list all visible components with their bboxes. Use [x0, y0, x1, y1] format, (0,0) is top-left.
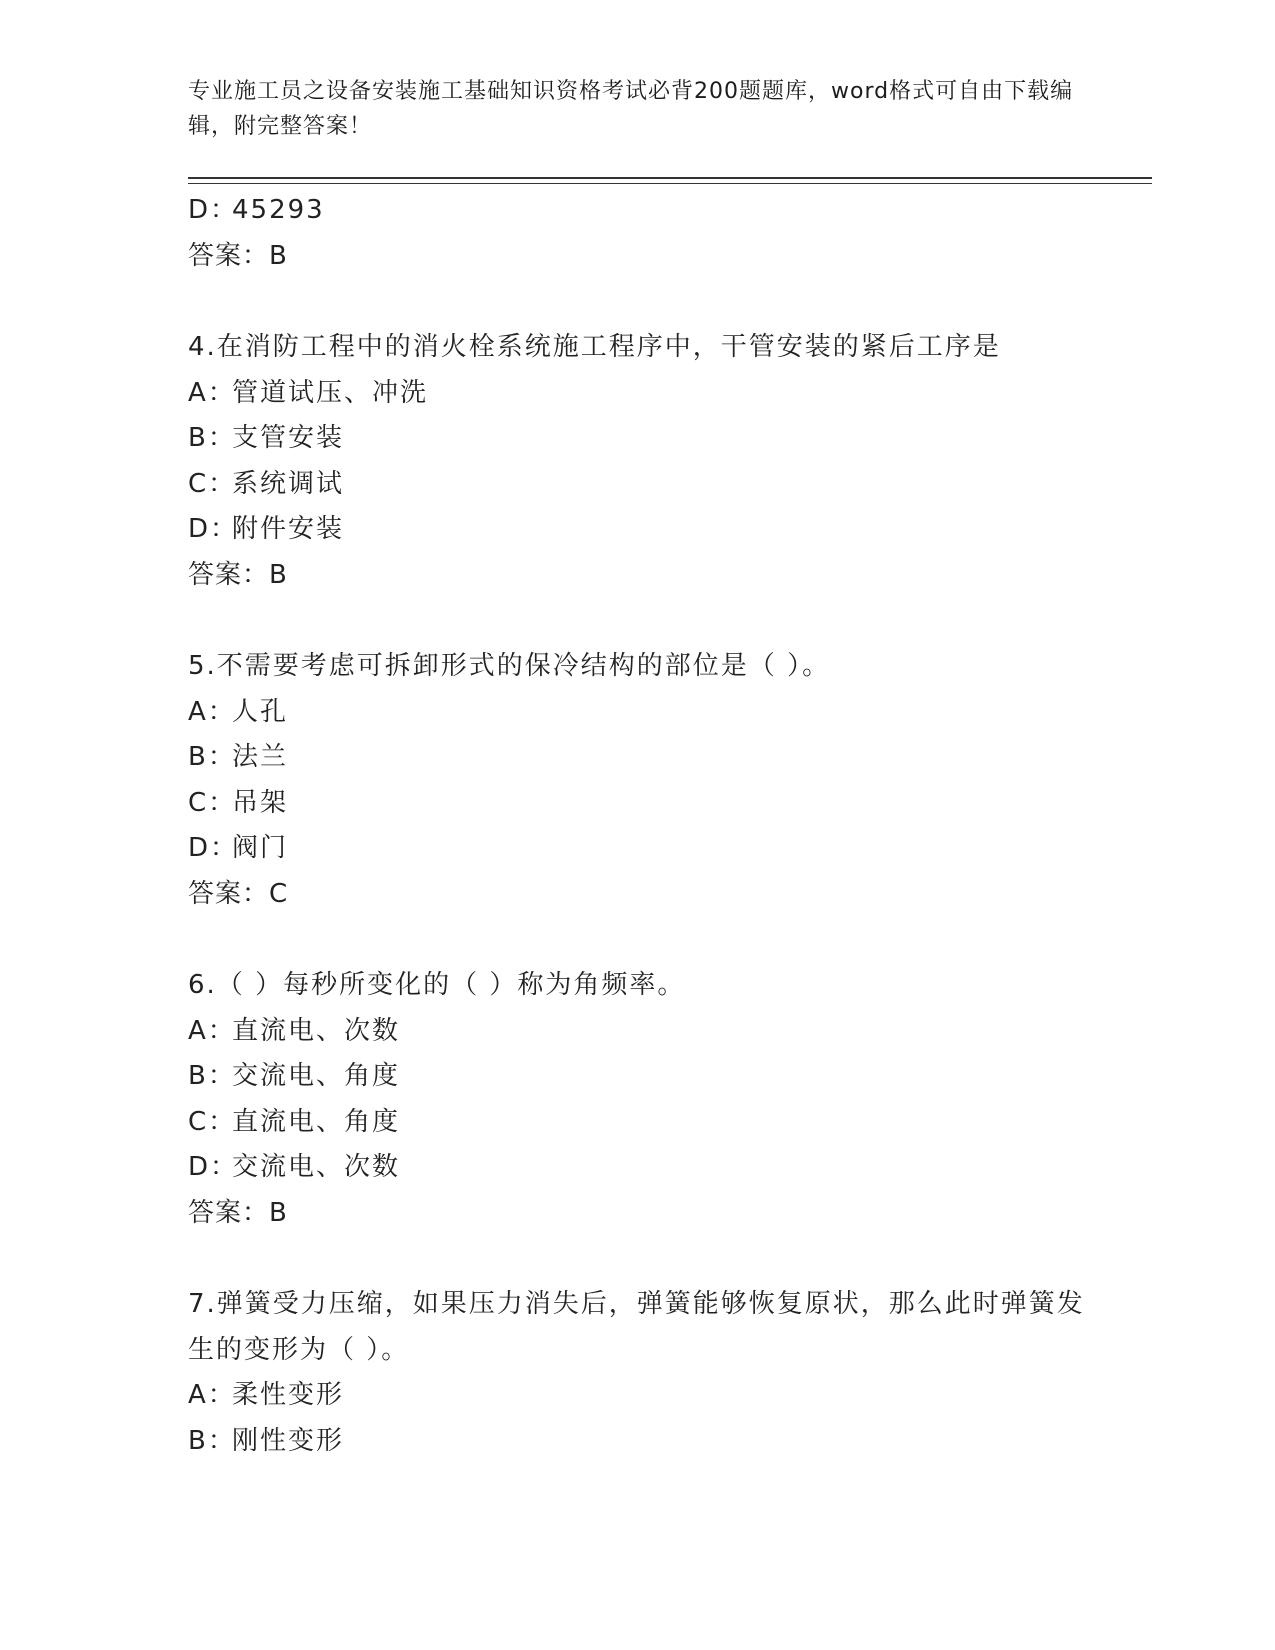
option-label: D： — [188, 514, 239, 544]
question-block — [188, 325, 1088, 598]
question-option — [188, 1373, 1088, 1419]
option-text: 管道试压、冲洗 — [232, 377, 429, 408]
question-block — [188, 1282, 1088, 1464]
question-option — [188, 690, 1088, 736]
option-label: D： — [188, 1152, 239, 1182]
option-label: A： — [188, 1015, 236, 1046]
option-label: B： — [188, 423, 236, 453]
question-answer: 答案：B — [188, 559, 288, 590]
question-text: 5.不需要考虑可拆卸形式的保冷结构的部位是（ ）。 — [188, 651, 831, 681]
option-text: 柔性变形 — [232, 1380, 345, 1410]
option-text: 阀门 — [232, 833, 289, 863]
option-text: 交流电、角度 — [232, 1061, 401, 1091]
question-option — [188, 1419, 1088, 1465]
option-text: 支管安装 — [232, 423, 345, 453]
header-divider-thick — [188, 177, 1152, 179]
question-answer: 答案：B — [188, 1197, 288, 1228]
option-label: A： — [188, 1380, 236, 1410]
header-divider-thin — [188, 183, 1152, 184]
option-text: 吊架 — [232, 787, 289, 818]
option-text: 45293 — [232, 195, 325, 225]
question-text: 4.在消防工程中的消火栓系统施工程序中，干管安装的紧后工序是 — [188, 332, 1001, 362]
option-text: 法兰 — [232, 742, 289, 772]
option-label: C： — [188, 1106, 237, 1137]
option-label: B： — [188, 1061, 236, 1091]
option-text: 交流电、次数 — [232, 1152, 401, 1182]
header-title: 专业施工员之设备安装施工基础知识资格考试必背200题题库，word格式可自由下载编辑，附完整答案！ — [188, 79, 1074, 139]
question-option — [188, 416, 1088, 462]
option-text: 附件安装 — [232, 514, 345, 544]
option-label: A： — [188, 696, 236, 727]
option-text: 刚性变形 — [232, 1425, 345, 1456]
question-option — [188, 1145, 1088, 1191]
carryover-option — [188, 188, 1088, 234]
option-label: B： — [188, 742, 236, 772]
question-option — [188, 1100, 1088, 1146]
question-option — [188, 1054, 1088, 1100]
option-label: D： — [188, 195, 239, 225]
question-answer: 答案：C — [188, 878, 289, 909]
option-text: 人孔 — [232, 696, 289, 727]
option-text: 系统调试 — [232, 468, 345, 499]
option-label: B： — [188, 1425, 236, 1456]
question-block — [188, 644, 1088, 917]
question-option — [188, 462, 1088, 508]
question-block — [188, 963, 1088, 1236]
option-text: 直流电、角度 — [232, 1106, 401, 1137]
question-option — [188, 1009, 1088, 1055]
question-option — [188, 735, 1088, 781]
option-text: 直流电、次数 — [232, 1015, 401, 1046]
document-body — [188, 188, 1088, 1464]
question-option — [188, 371, 1088, 417]
option-label: C： — [188, 787, 237, 818]
option-label: A： — [188, 377, 236, 408]
question-text: 6.（ ）每秒所变化的（ ）称为角频率。 — [188, 970, 686, 1000]
option-label: D： — [188, 833, 239, 863]
option-label: C： — [188, 468, 237, 499]
question-option — [188, 507, 1088, 553]
carryover-answer: 答案：B — [188, 240, 288, 271]
question-option — [188, 781, 1088, 827]
question-option — [188, 826, 1088, 872]
document-header — [188, 74, 1078, 144]
question-text: 7.弹簧受力压缩，如果压力消失后，弹簧能够恢复原状，那么此时弹簧发生的变形为（ ）。 — [188, 1289, 1085, 1365]
